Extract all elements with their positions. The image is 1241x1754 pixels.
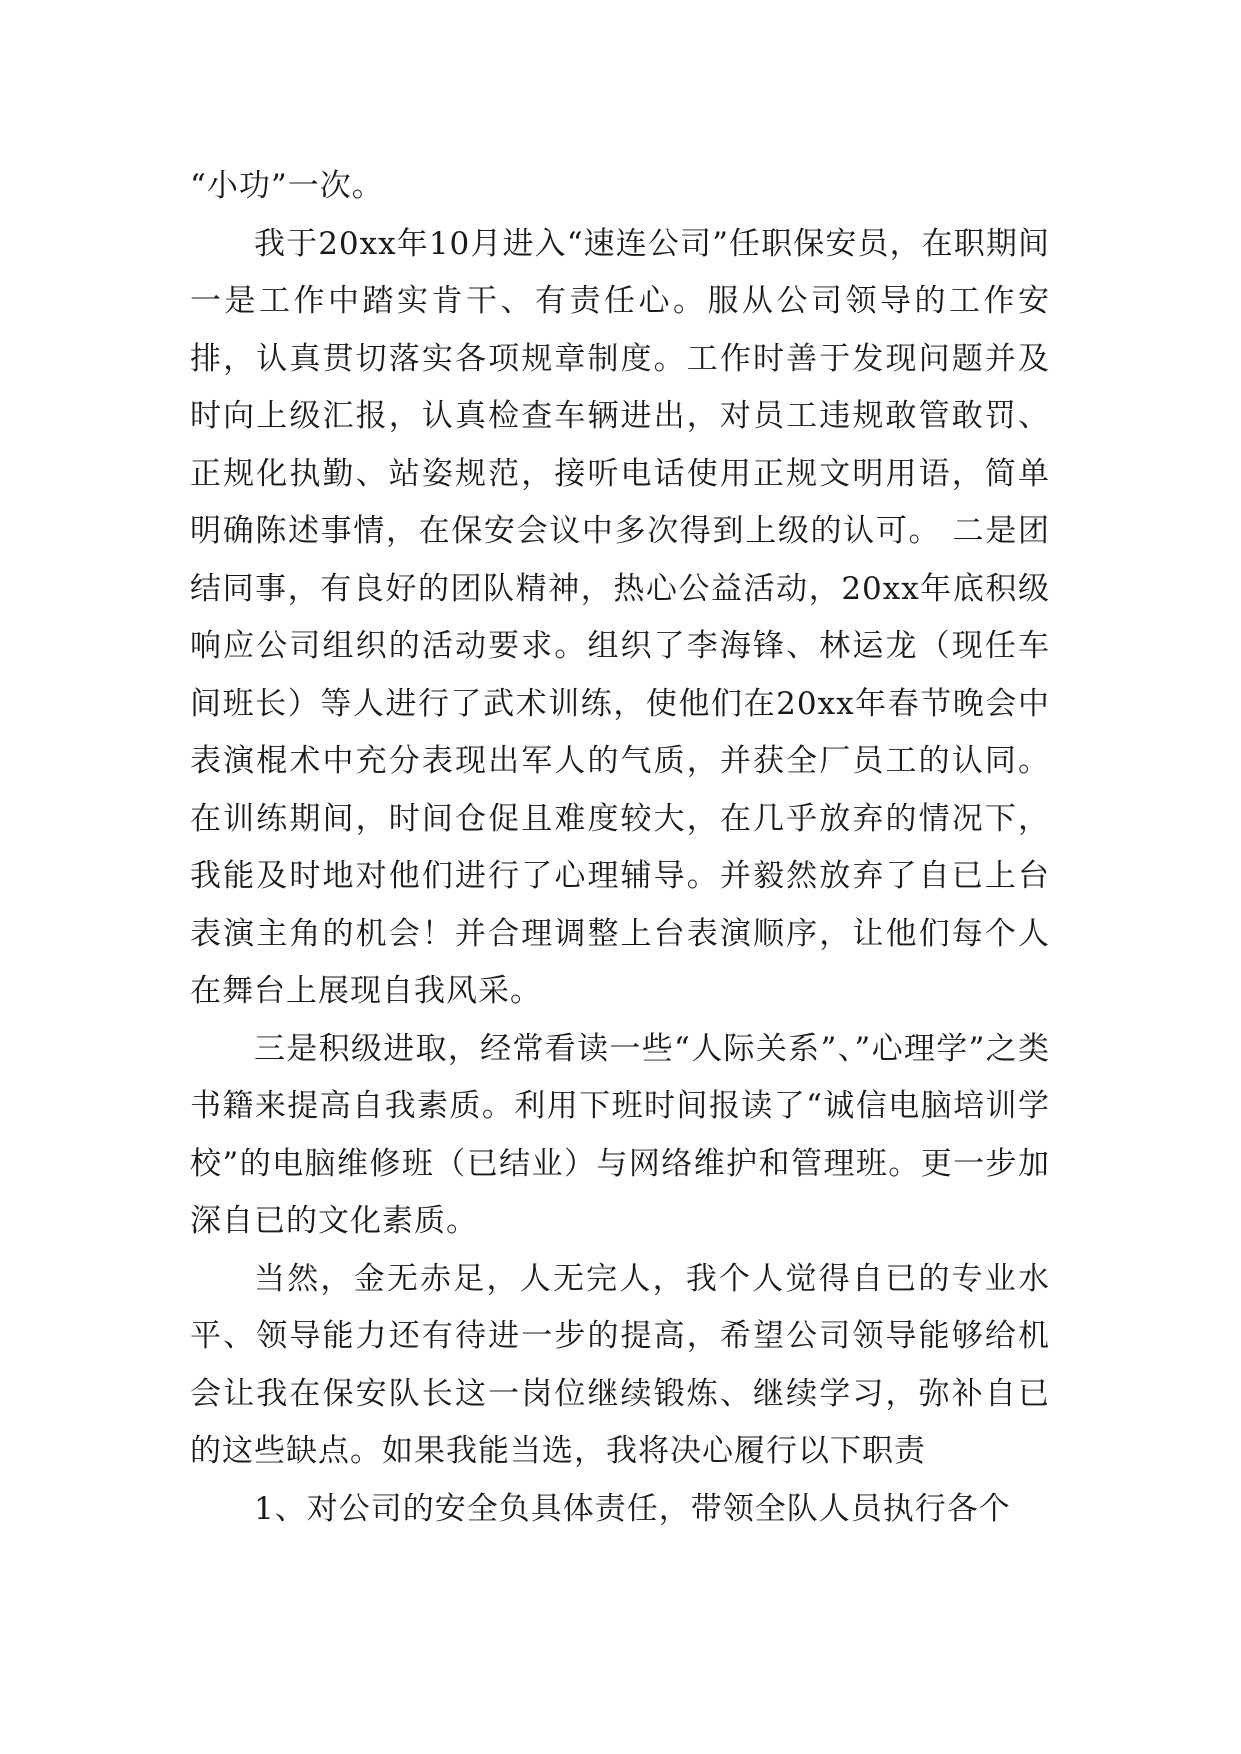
document-body (190, 158, 1050, 1538)
paragraph-continuation: “小功”一次。 (190, 168, 384, 204)
paragraph-shortcomings: 当然，金无赤足，人无完人，我个人觉得自已的专业水平、领导能力还有待进一步的提高，希望公司领导能够给机会让我在保安队长这一岗位继续锻炼、继续学习，弥补自已的这些缺点。如果我能当选，我将决心履行以下职责 (190, 1260, 1050, 1469)
paragraph-duty-1: 1、对公司的安全负具体责任，带领全队人员执行各个 (254, 1490, 1011, 1527)
paragraph-work-experience: 我于20xx年10月进入“速连公司”任职保安员，在职期间一是工作中踏实肯干、有责任心。服从公司领导的工作安排，认真贯切落实各项规章制度。工作时善于发现问题并及时向上级汇报，认真检查车辆进出，对员工违规敢管敢罚、正规化执勤、站姿规范，接听电话使用正规文明用语，简单明确陈述事情，在保安会议中多次得到上级的认可。 二是团结同事，有良好的团队精神，热心公益活动，20xx年底积级响应公司组织的活动要求。组织了李海锋、林运龙（现任车间班长）等人进行了武术训练，使他们在20xx年春节晚会中表演棍术中充分表现出军人的气质，并获全厂员工的认同。在训练期间，时间仓促且难度较大，在几乎放弃的情况下，我能及时地对他们进行了心理辅导。并毅然放弃了自已上台表演主角的机会！并合理调整上台表演顺序，让他们每个人在舞台上展现自我风采。 (190, 225, 1050, 1009)
paragraph-self-improvement: 三是积级进取，经常看读一些“人际关系”、”心理学”之类书籍来提高自我素质。利用下班时间报读了“诚信电脑培训学校”的电脑维修班（已结业）与网络维护和管理班。更一步加深自已的文化素质。 (190, 1030, 1050, 1239)
